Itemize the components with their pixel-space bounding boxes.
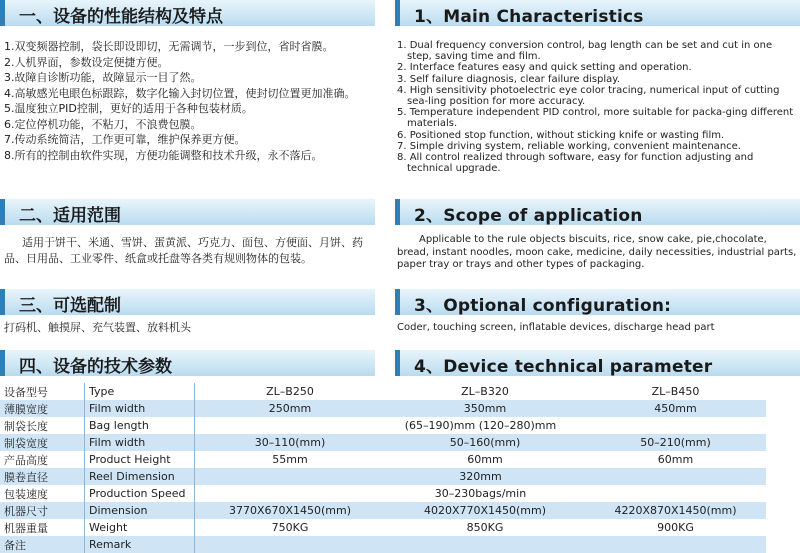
spec-value-zl-b250: ZL–B250 xyxy=(195,383,386,400)
spec-label-zh: 制袋长度 xyxy=(0,417,85,434)
list-item: 7.传动系统简洁，工作更可靠，维护保养更方便。 xyxy=(4,133,246,146)
spec-label-zh: 制袋宽度 xyxy=(0,434,85,451)
spec-value-merged: (65–190)mm (120–280)mm xyxy=(195,417,767,434)
characteristics-list-zh xyxy=(4,39,389,163)
section-title: 三、可选配制 xyxy=(19,296,121,316)
list-item: 5. Temperature independent PID control, more suitable for packa-ging different materials. xyxy=(397,107,794,130)
spec-label-zh: 机器重量 xyxy=(0,519,85,536)
spec-value-zl-b450: 60mm xyxy=(585,451,766,468)
table-row xyxy=(0,434,766,451)
spec-label-en: Film width xyxy=(85,400,195,417)
spec-value-zl-b250: 3770X670X1450(mm) xyxy=(195,502,386,519)
spec-value-zl-b320: 350mm xyxy=(385,400,585,417)
spec-label-en: Production Speed xyxy=(85,485,195,502)
spec-label-en: Type xyxy=(85,383,195,400)
section-title: 3、Optional configuration: xyxy=(414,296,672,316)
spec-value-zl-b450: 50–210(mm) xyxy=(585,434,766,451)
spec-label-zh: 机器尺寸 xyxy=(0,502,85,519)
spec-value-merged: 320mm xyxy=(195,468,767,485)
spec-value-zl-b450: 450mm xyxy=(585,400,766,417)
list-item: 8. All control realized through software, easy for function adjusting and technical upgrade. xyxy=(397,152,754,175)
section-header-zh-2 xyxy=(0,199,375,225)
spec-label-en: Bag length xyxy=(85,417,195,434)
spec-value-merged: 30–230bags/min xyxy=(195,485,767,502)
list-item: 3.故障自诊断功能，故障显示一目了然。 xyxy=(4,71,202,84)
list-item: 2. Interface features easy and quick setting and operation. xyxy=(397,62,692,74)
section-header-en-4 xyxy=(395,350,800,376)
section-title: 1、Main Characteristics xyxy=(414,7,644,27)
list-item: 3. Self failure diagnosis, clear failure display. xyxy=(397,73,620,85)
spec-value-zl-b320: 50–160(mm) xyxy=(385,434,585,451)
spec-label-en: Weight xyxy=(85,519,195,536)
section-header-zh-1 xyxy=(0,0,375,26)
table-row xyxy=(0,383,766,400)
table-row xyxy=(0,536,766,553)
section-title: 二、适用范围 xyxy=(19,206,121,226)
spec-value-zl-b250 xyxy=(195,536,386,553)
spec-label-en: Product Height xyxy=(85,451,195,468)
section-header-en-3 xyxy=(395,289,800,315)
characteristics-list-en xyxy=(397,40,797,174)
optional-text-en: Coder, touching screen, inflatable devices, discharge head part xyxy=(397,322,715,333)
section-header-en-2 xyxy=(395,199,800,225)
spec-value-zl-b450: 4220X870X1450(mm) xyxy=(585,502,766,519)
table-row xyxy=(0,451,766,468)
spec-table xyxy=(0,383,766,553)
section-title: 四、设备的技术参数 xyxy=(19,357,172,377)
spec-label-en: Film width xyxy=(85,434,195,451)
spec-label-zh: 产品高度 xyxy=(0,451,85,468)
spec-value-zl-b250: 30–110(mm) xyxy=(195,434,386,451)
list-item: 5.温度独立PID控制，更好的适用于各种包装材质。 xyxy=(4,102,253,115)
table-row xyxy=(0,468,766,485)
list-item: 4.高敏感光电眼色标跟踪，数字化输入封切位置，使封切位置更加准确。 xyxy=(4,86,356,100)
spec-value-zl-b450 xyxy=(585,536,766,553)
section-title: 2、Scope of application xyxy=(414,206,643,226)
spec-value-zl-b450: 900KG xyxy=(585,519,766,536)
spec-label-zh: 备注 xyxy=(0,536,85,553)
spec-value-zl-b250: 750KG xyxy=(195,519,386,536)
section-title: 4、Device technical parameter xyxy=(414,357,713,377)
section-header-zh-3 xyxy=(0,289,375,315)
scope-text-zh: 适用于饼干、米通、雪饼、蛋黄派、巧克力、面包、方便面、月饼、药品、日用品、工业零件、纸盒或托盘等各类有规则物体的包装。 xyxy=(4,236,363,265)
section-header-en-1 xyxy=(395,0,800,26)
section-header-zh-4 xyxy=(0,350,375,376)
spec-label-zh: 包装速度 xyxy=(0,485,85,502)
spec-value-zl-b320: 850KG xyxy=(385,519,585,536)
spec-value-zl-b250: 250mm xyxy=(195,400,386,417)
spec-label-en: Dimension xyxy=(85,502,195,519)
list-item: 2.人机界面，参数设定便捷方便。 xyxy=(4,55,169,69)
list-item: 6.定位停机功能，不粘刀，不浪费包膜。 xyxy=(4,117,202,131)
spec-label-en: Reel Dimension xyxy=(85,468,195,485)
spec-value-zl-b450: ZL–B450 xyxy=(585,383,766,400)
spec-value-zl-b250: 55mm xyxy=(195,451,386,468)
table-row xyxy=(0,485,766,502)
section-title: 一、设备的性能结构及特点 xyxy=(19,7,223,27)
list-item: 1. Dual frequency conversion control, bag length can be set and cut in one step, saving time and film. xyxy=(397,40,773,63)
list-item: 8.所有的控制由软件实现，方便功能调整和技术升级，永不落后。 xyxy=(4,148,323,162)
list-item: 6. Positioned stop function, without sticking knife or wasting film. xyxy=(397,129,725,141)
spec-label-en: Remark xyxy=(85,536,195,553)
spec-label-zh: 膜卷直径 xyxy=(0,468,85,485)
table-row xyxy=(0,519,766,536)
spec-value-zl-b320: ZL–B320 xyxy=(385,383,585,400)
list-item: 4. High sensitivity photoelectric eye color tracing, numerical input of cutting sea-ling position for more accuracy. xyxy=(397,84,780,108)
list-item: 7. Simple driving system, reliable working, convenient maintenance. xyxy=(397,140,741,152)
table-row xyxy=(0,502,766,519)
spec-value-zl-b320: 60mm xyxy=(385,451,585,468)
list-item: 1.双变频器控制，袋长即设即切，无需调节，一步到位，省时省膜。 xyxy=(4,40,334,53)
spec-label-zh: 薄膜宽度 xyxy=(0,400,85,417)
table-row xyxy=(0,400,766,417)
spec-label-zh: 设备型号 xyxy=(0,383,85,400)
optional-text-zh: 打码机、触摸屏、充气装置、放料机头 xyxy=(4,321,191,334)
scope-text-en: Applicable to the rule objects biscuits, rice, snow cake, pie,chocolate, bread, instant noodles, moon cake, medicine, daily necessities, industrial parts, paper tray or trays and other types of packaging. xyxy=(397,234,797,270)
table-row xyxy=(0,417,766,434)
spec-value-zl-b320 xyxy=(385,536,585,553)
spec-value-zl-b320: 4020X770X1450(mm) xyxy=(385,502,585,519)
